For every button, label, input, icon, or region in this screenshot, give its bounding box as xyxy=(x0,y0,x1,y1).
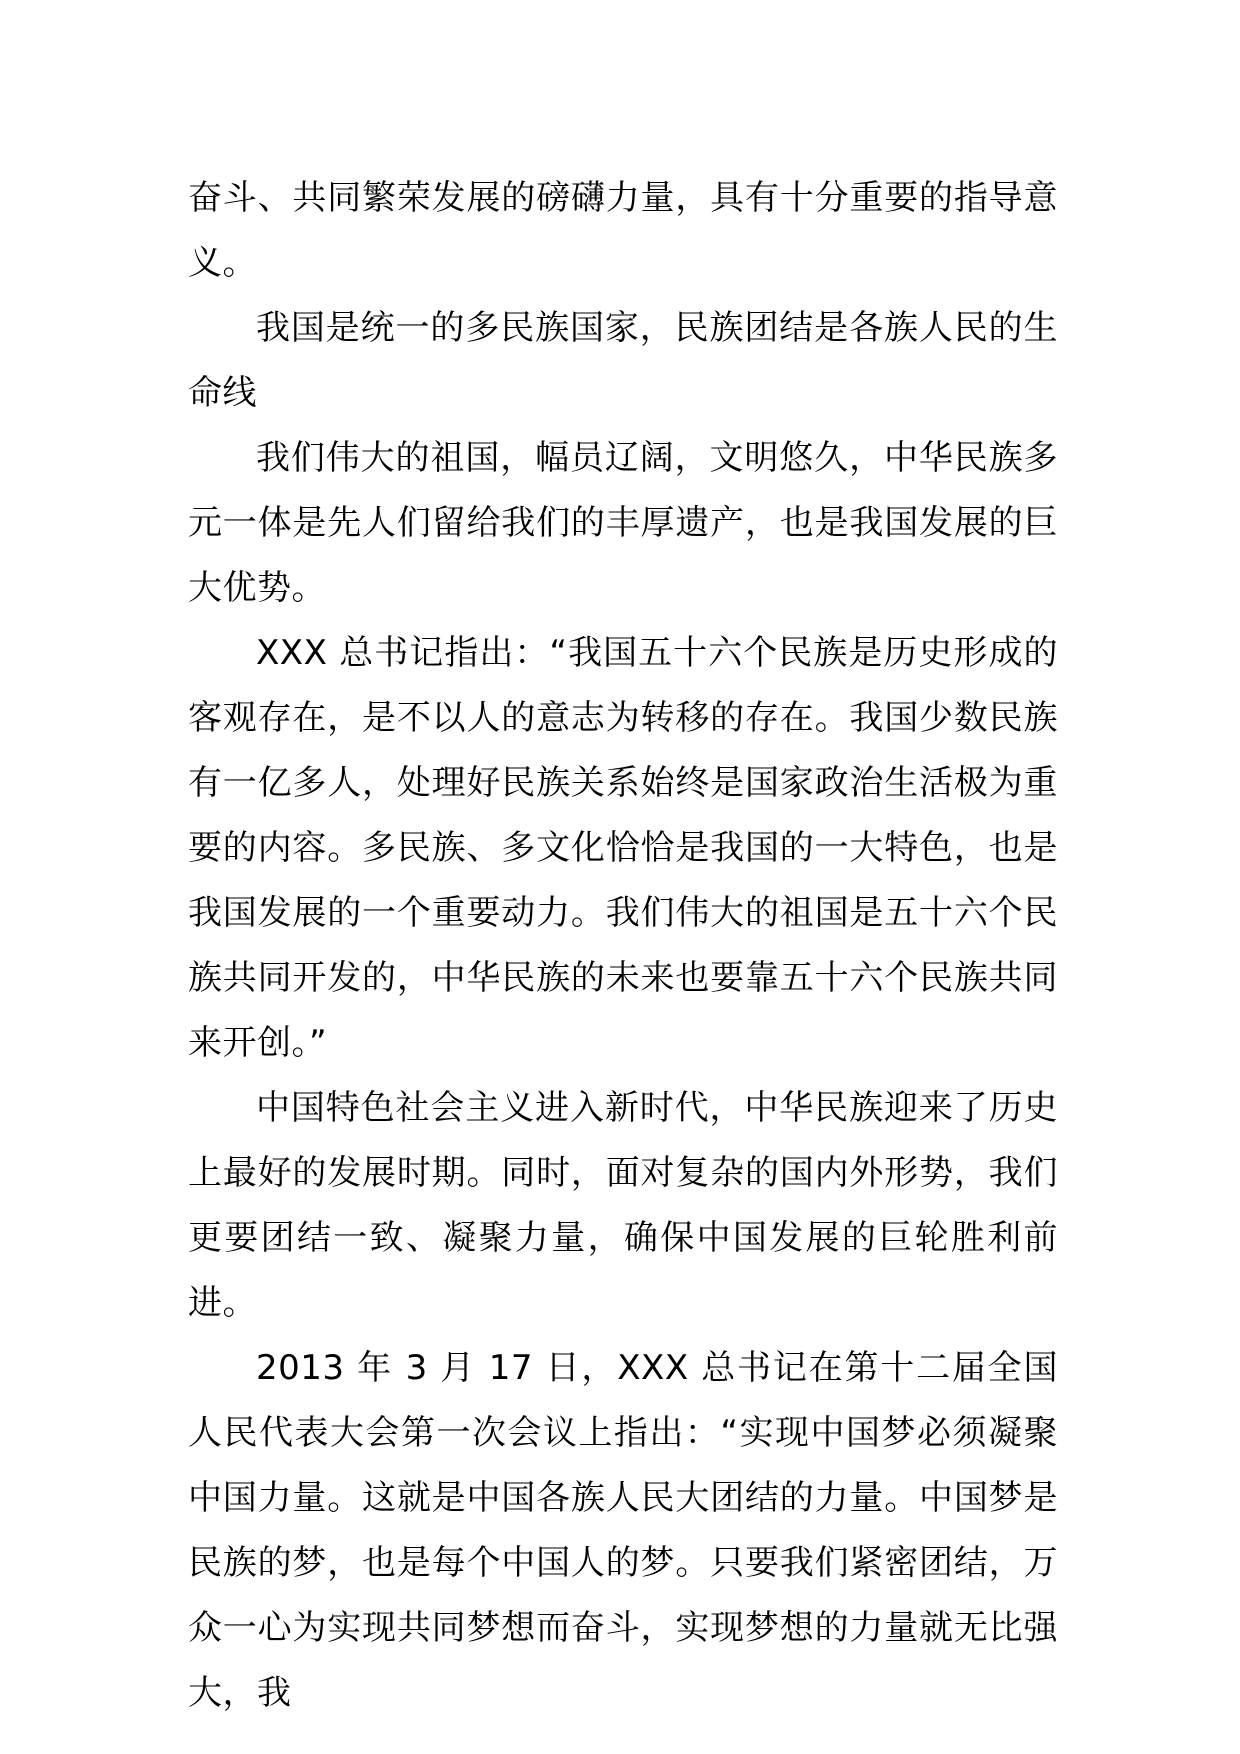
paragraph-chinese-dream: 2013 年 3 月 17 日，XXX 总书记在第十二届全国人民代表大会第一次会议上指出：“实现中国梦必须凝聚中国力量。这就是中国各族人民大团结的力量。中国梦是民族的梦，也是每个中国人的梦。只要我们紧密团结，万众一心为实现共同梦想而奋斗，实现梦想的力量就无比强大，我 xyxy=(188,1348,1058,1713)
document-body xyxy=(188,166,1058,1726)
paragraph-motherland: 我们伟大的祖国，幅员辽阔，文明悠久，中华民族多元一体是先人们留给我们的丰厚遗产，也是我国发展的巨大优势。 xyxy=(188,438,1058,608)
paragraph-heading-unity: 我国是统一的多民族国家，民族团结是各族人民的生命线 xyxy=(188,308,1058,413)
paragraph-continuation: 奋斗、共同繁荣发展的磅礴力量，具有十分重要的指导意义。 xyxy=(188,178,1058,283)
paragraph-quote-56-ethnic-groups: XXX 总书记指出：“我国五十六个民族是历史形成的客观存在，是不以人的意志为转移的存在。我国少数民族有一亿多人，处理好民族关系始终是国家政治生活极为重要的内容。多民族、多文化恰恰是我国的一大特色，也是我国发展的一个重要动力。我们伟大的祖国是五十六个民族共同开发的，中华民族的未来也要靠五十六个民族共同来开创。” xyxy=(188,633,1058,1063)
paragraph-new-era: 中国特色社会主义进入新时代，中华民族迎来了历史上最好的发展时期。同时，面对复杂的国内外形势，我们更要团结一致、凝聚力量，确保中国发展的巨轮胜利前进。 xyxy=(188,1088,1058,1323)
